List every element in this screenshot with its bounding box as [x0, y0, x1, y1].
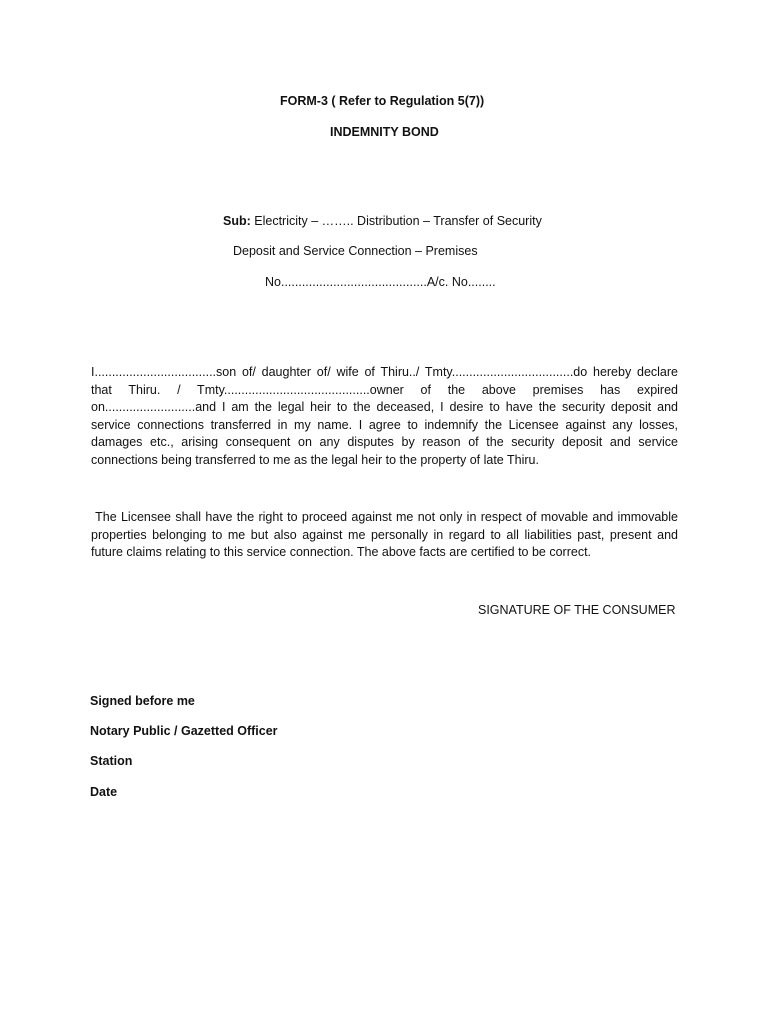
- declaration-line-6: connections being transferred to me as the legal heir to the property of late Thiru.: [91, 452, 539, 467]
- declaration-line-5: damages etc., arising consequent on any disputes by reason of the security deposit and service: [91, 435, 678, 450]
- declaration-paragraph: [91, 364, 678, 470]
- licensee-line-2: properties belonging to me but also against me personally in regard to all liabilities past, present and: [91, 527, 678, 542]
- form-subtitle: INDEMNITY BOND: [330, 125, 439, 139]
- subject-line-3: No..........................................A/c. No........: [265, 275, 496, 289]
- declaration-line-4: service connections transferred in my name. I agree to indemnify the Licensee against any losses,: [91, 417, 678, 432]
- declaration-line-2: that Thiru. / Tmty..........................................owner of the above premises has expired: [91, 382, 678, 397]
- form-title: FORM-3 ( Refer to Regulation 5(7)): [280, 94, 485, 108]
- consumer-signature-label: SIGNATURE OF THE CONSUMER: [478, 603, 676, 617]
- licensee-paragraph: [91, 509, 678, 562]
- subject-label: Sub:: [223, 214, 251, 228]
- licensee-line-3: future claims relating to this service connection. The above facts are certified to be correct.: [91, 545, 592, 560]
- notary-officer-label: Notary Public / Gazetted Officer: [90, 724, 278, 738]
- signed-before-label: Signed before me: [90, 694, 195, 708]
- licensee-line-1: The Licensee shall have the right to proceed against me not only in respect of movable and immovable: [91, 510, 678, 524]
- date-label: Date: [90, 785, 118, 799]
- subject-line-1: [223, 214, 542, 228]
- subject-line-1-text: Electricity – …….. Distribution – Transfer of Security: [250, 214, 542, 228]
- subject-line-2: Deposit and Service Connection – Premises: [233, 244, 478, 258]
- declaration-line-3: on..........................and I am the legal heir to the deceased, I desire to have the security deposit and: [91, 400, 678, 415]
- station-label: Station: [90, 754, 133, 768]
- declaration-line-1: I...................................son of/ daughter of/ wife of Thiru../ Tmty...................................do hereby declare: [91, 365, 678, 379]
